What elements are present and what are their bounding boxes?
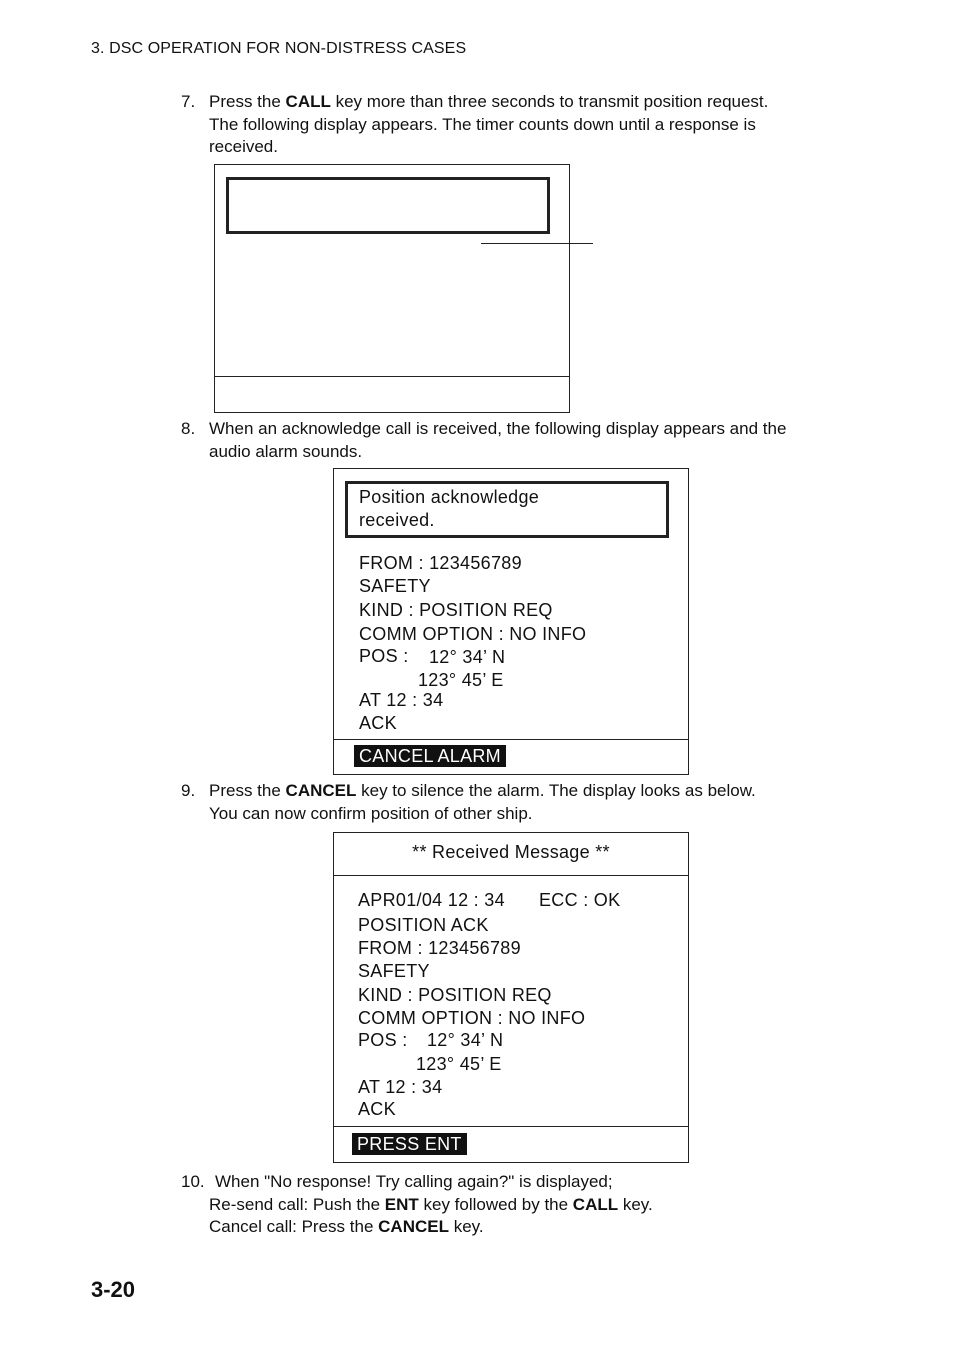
step-number: 9. bbox=[181, 781, 196, 800]
alert-message-line: received. bbox=[359, 510, 435, 530]
display-screen-received-message bbox=[333, 832, 689, 1163]
step-text-line: received. bbox=[209, 137, 278, 156]
key-name: CANCEL bbox=[285, 781, 357, 800]
press-ent-softkey: PRESS ENT bbox=[352, 1133, 467, 1155]
step-text-line: The following display appears. The timer counts down until a response is bbox=[209, 114, 756, 134]
screen-title: ** Received Message ** bbox=[412, 842, 610, 862]
key-name: CALL bbox=[285, 92, 331, 111]
key-name: ENT bbox=[384, 1194, 419, 1214]
time-field: AT 12 : 34 bbox=[359, 690, 444, 710]
step-text-line: Cancel call: Press the CANCEL key. bbox=[209, 1217, 484, 1236]
category-field: SAFETY bbox=[358, 961, 430, 981]
ack-field: ACK bbox=[359, 713, 397, 733]
longitude-value: 123° 45’ E bbox=[416, 1054, 502, 1074]
ack-field: ACK bbox=[358, 1099, 396, 1119]
message-frame bbox=[226, 177, 550, 234]
pos-label: POS : bbox=[358, 1030, 408, 1050]
longitude-value: 123° 45’ E bbox=[418, 670, 504, 690]
step-number: 8. bbox=[181, 419, 196, 438]
section-header: 3. DSC OPERATION FOR NON-DISTRESS CASES bbox=[91, 40, 467, 57]
latitude-value: 12° 34’ N bbox=[427, 1030, 504, 1050]
time-field: AT 12 : 34 bbox=[358, 1077, 443, 1097]
cancel-alarm-softkey: CANCEL ALARM bbox=[354, 745, 506, 767]
step-text-line: Re-send call: Push the ENT key followed by the CALL key. bbox=[209, 1194, 653, 1214]
from-field: FROM : 123456789 bbox=[358, 938, 521, 958]
step-text-line: Press the CANCEL key to silence the alarm. The display looks as below. bbox=[209, 781, 756, 800]
date-time-field: APR01/04 12 : 34 bbox=[358, 890, 505, 910]
softkey-divider bbox=[215, 376, 569, 377]
step-text-line: Press the CALL key more than three seconds to transmit position request. bbox=[209, 92, 769, 111]
kind-field: KIND : POSITION REQ bbox=[358, 985, 552, 1005]
comm-option-field: COMM OPTION : NO INFO bbox=[358, 1008, 586, 1028]
softkey-divider bbox=[334, 1126, 688, 1127]
key-name: CANCEL bbox=[378, 1217, 449, 1236]
display-screen-position-ack bbox=[333, 468, 689, 775]
step-number: 10. bbox=[181, 1172, 205, 1191]
kind-field: KIND : POSITION REQ bbox=[359, 600, 553, 620]
step-text-line: When "No response! Try calling again?" is displayed; bbox=[215, 1172, 613, 1191]
page-number: 3-20 bbox=[91, 1277, 136, 1302]
step-text-line: You can now confirm position of other ship. bbox=[209, 803, 533, 823]
message-type-field: POSITION ACK bbox=[358, 915, 489, 935]
softkey-divider bbox=[334, 739, 688, 740]
category-field: SAFETY bbox=[359, 576, 431, 596]
alert-message-line: Position acknowledge bbox=[359, 487, 540, 507]
title-divider bbox=[334, 875, 688, 876]
latitude-value: 12° 34’ N bbox=[429, 647, 506, 667]
from-field: FROM : 123456789 bbox=[359, 553, 522, 573]
step-number: 7. bbox=[181, 92, 196, 111]
comm-option-field: COMM OPTION : NO INFO bbox=[359, 624, 587, 644]
display-screen-blank bbox=[214, 164, 570, 413]
pos-label: POS : bbox=[359, 646, 409, 666]
key-name: CALL bbox=[572, 1194, 619, 1214]
ecc-field: ECC : OK bbox=[539, 890, 621, 910]
callout-line bbox=[481, 243, 593, 244]
step-text-line: audio alarm sounds. bbox=[209, 441, 363, 461]
step-text-line: When an acknowledge call is received, the following display appears and the bbox=[209, 419, 787, 438]
